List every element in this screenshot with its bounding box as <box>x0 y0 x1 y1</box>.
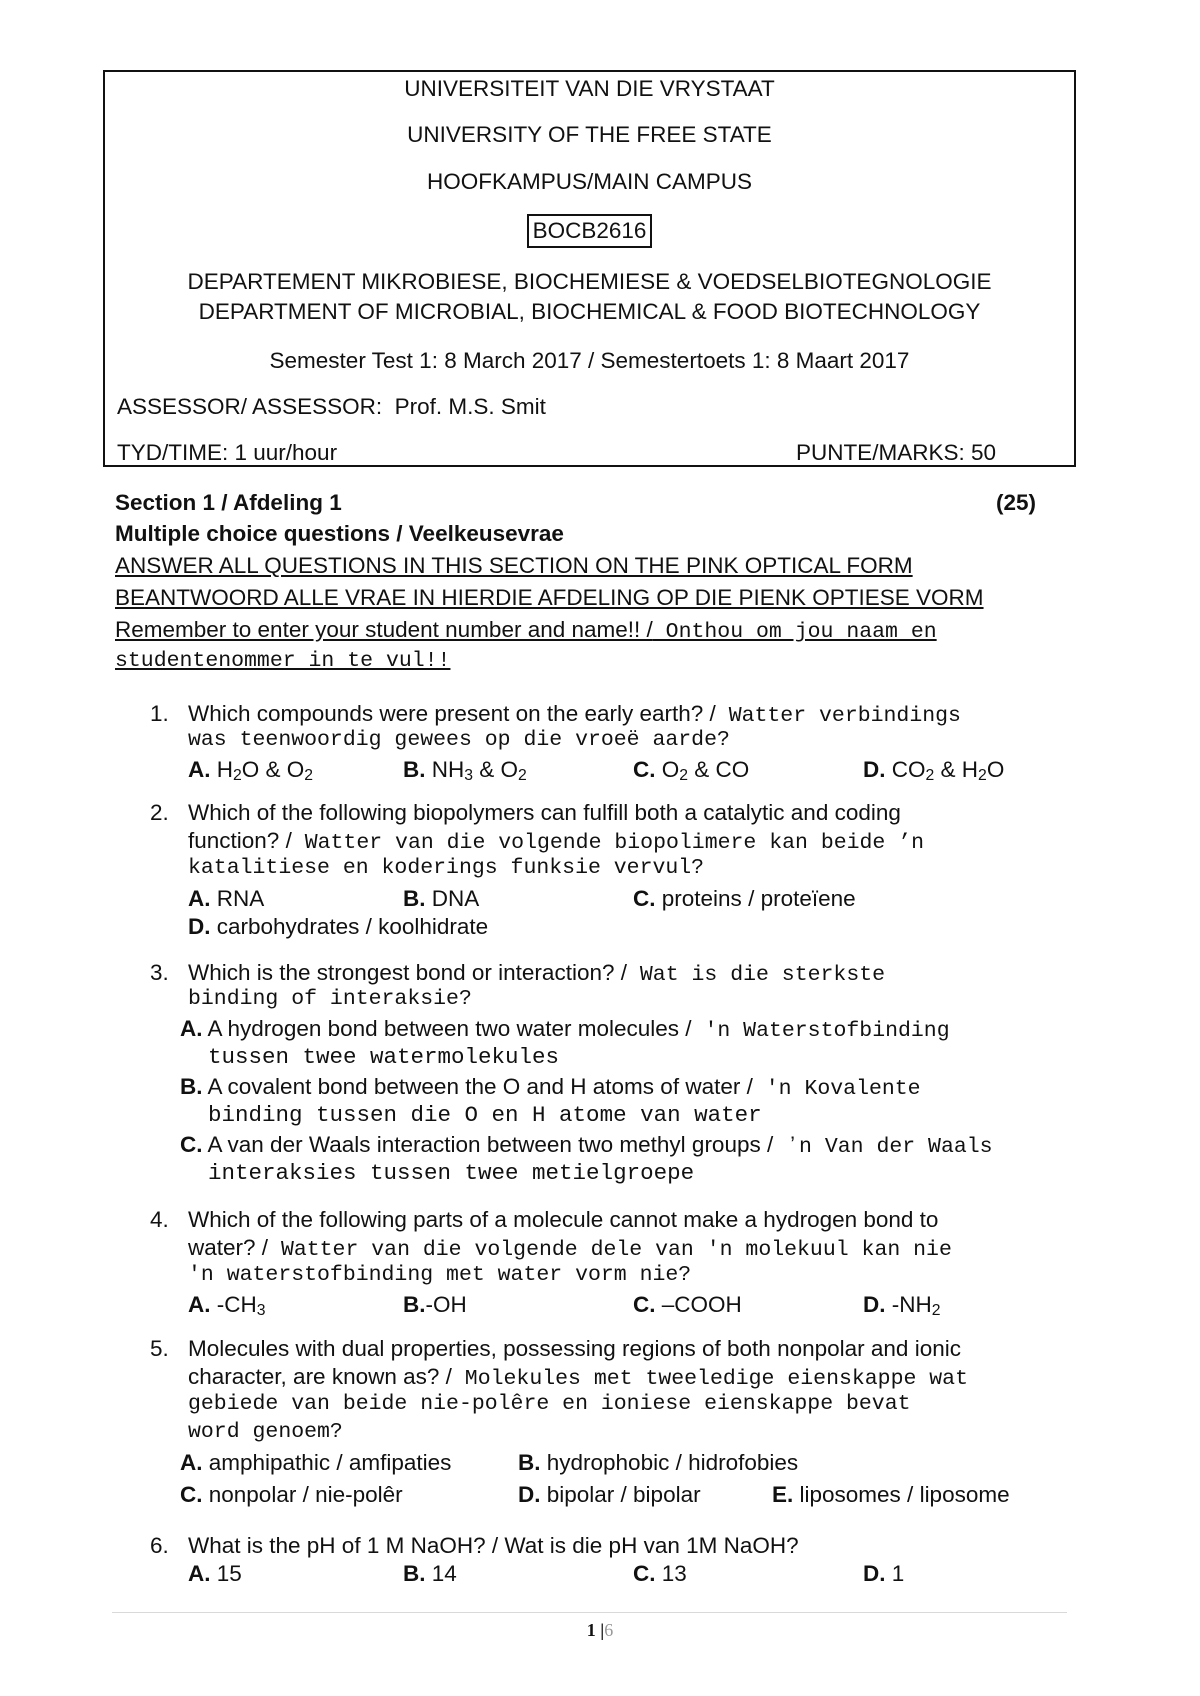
campus: HOOFKAMPUS/MAIN CAMPUS <box>426 169 753 194</box>
remember-af: Onthou om jou naam en <box>652 620 937 644</box>
option-d[interactable]: D. $CO_2$ & $H_2O$ <box>863 757 1005 784</box>
footer-rule <box>112 1612 1067 1613</box>
time-marks-row <box>117 440 996 466</box>
question-text-en: Molecules with dual properties, possessing regions of both nonpolar and ionic <box>188 1336 961 1361</box>
option-c[interactable]: C. nonpolar / nie-polêr <box>180 1482 403 1507</box>
question-text-af: Watter van die volgende biopolimere kan beide ’n <box>291 831 925 855</box>
header-box <box>103 70 1076 467</box>
question-number: 1. <box>150 701 169 726</box>
question-text-af-cont: word genoem? <box>188 1420 343 1444</box>
assessor-name: Prof. M.S. Smit <box>394 394 546 419</box>
option-d[interactable]: D. carbohydrates / koolhidrate <box>188 914 489 939</box>
question-text-en-cont: water? / <box>188 1235 269 1260</box>
question-text-en: Which compounds were present on the early earth? / <box>188 701 716 726</box>
question-text-af: Watter verbindings <box>715 704 961 728</box>
option-a-cont: tussen twee watermolekules <box>208 1044 560 1070</box>
option-a[interactable]: A. 15 <box>188 1561 242 1586</box>
option-a[interactable]: A. amphipathic / amfipaties <box>180 1450 452 1475</box>
question-text-af: Molekules met tweeledige eienskappe wat <box>451 1367 968 1391</box>
marks-label: PUNTE/MARKS: 50 <box>795 440 996 465</box>
question-text-en: Which of the following parts of a molecule cannot make a hydrogen bond to <box>188 1207 939 1232</box>
question-text-af-cont: gebiede van beide nie-polêre en ioniese eienskappe bevat <box>188 1392 911 1416</box>
section-title: Section 1 / Afdeling 1 <box>115 490 342 515</box>
question-text: What is the pH of 1 M NaOH? / Wat is die pH van 1M NaOH? <box>188 1533 799 1558</box>
option-d[interactable]: D. 1 <box>863 1561 905 1586</box>
question-number: 3. <box>150 960 169 985</box>
option-c[interactable]: C. 13 <box>633 1561 687 1586</box>
option-b-cont: binding tussen die O en H atome van water <box>208 1102 762 1128</box>
option-c-cont: interaksies tussen twee metielgroepe <box>208 1160 695 1186</box>
question-text-af-cont: katalitiese en koderings funksie vervul? <box>188 856 705 880</box>
remember-en: Remember to enter your student number and name!! / <box>115 617 653 642</box>
university-en: UNIVERSITY OF THE FREE STATE <box>407 122 772 147</box>
course-code: BOCB2616 <box>527 214 653 248</box>
page-footer <box>0 1620 1200 1641</box>
assessor-label: ASSESSOR/ ASSESSOR: <box>117 394 383 419</box>
department-af: DEPARTEMENT MIKROBIESE, BIOCHEMIESE & VOEDSELBIOTEGNOLOGIE <box>187 269 992 294</box>
question-text-af-cont: was teenwoordig gewees op die vroeë aarde? <box>188 728 730 752</box>
option-c[interactable]: C. –COOH <box>633 1292 742 1317</box>
option-e[interactable]: E. liposomes / liposome <box>772 1482 1010 1507</box>
option-b[interactable]: B. DNA <box>403 886 480 911</box>
question-number: 5. <box>150 1336 169 1361</box>
remember-af-cont: studentenommer in te vul!! <box>115 649 451 673</box>
option-b[interactable]: B. A covalent bond between the O and H atoms of water / 'n Kovalente <box>180 1074 921 1101</box>
option-b[interactable]: B. 14 <box>403 1561 457 1586</box>
question-text-af-cont: 'n waterstofbinding met water vorm nie? <box>188 1263 692 1287</box>
option-c[interactable]: C. proteins / proteïene <box>633 886 856 911</box>
time-label: TYD/TIME: 1 uur/hour <box>117 440 338 465</box>
option-d[interactable]: D. bipolar / bipolar <box>518 1482 701 1507</box>
question-text-af: Wat is die sterkste <box>626 963 886 987</box>
option-a[interactable]: A. A hydrogen bond between two water molecules / 'n Waterstofbinding <box>180 1016 950 1043</box>
remember-line <box>115 617 937 644</box>
page-number: 1 <box>586 1620 596 1640</box>
test-title: Semester Test 1: 8 March 2017 / Semestertoets 1: 8 Maart 2017 <box>269 348 910 373</box>
section-marks: (25) <box>995 490 1036 515</box>
instruction-en: ANSWER ALL QUESTIONS IN THIS SECTION ON THE PINK OPTICAL FORM <box>115 553 913 578</box>
question-number: 4. <box>150 1207 169 1232</box>
question-text-en: Which is the strongest bond or interaction? / <box>188 960 627 985</box>
question-number: 6. <box>150 1533 169 1558</box>
question-text-en: Which of the following biopolymers can fulfill both a catalytic and coding <box>188 800 901 825</box>
question-text-en-cont: character, are known as? / <box>188 1364 452 1389</box>
option-b[interactable]: B. $NH_3$ & $O_2$ <box>403 757 527 784</box>
page-total: 6 <box>604 1620 614 1640</box>
instruction-af: BEANTWOORD ALLE VRAE IN HIERDIE AFDELING OP DIE PIENK OPTIESE VORM <box>115 585 984 610</box>
question-text-af: Watter van die volgende dele van 'n molekuul kan nie <box>268 1238 952 1262</box>
university-af: UNIVERSITEIT VAN DIE VRYSTAAT <box>404 76 775 101</box>
option-c[interactable]: C. A van der Waals interaction between two methyl groups / ʼn Van der Waals <box>180 1132 993 1159</box>
assessor-row <box>117 394 996 420</box>
question-text-af-cont: binding of interaksie? <box>188 987 472 1011</box>
page-separator: | <box>600 1620 605 1640</box>
department-en: DEPARTMENT OF MICROBIAL, BIOCHEMICAL & FOOD BIOTECHNOLOGY <box>198 299 981 324</box>
question-text-en-cont: function? / <box>188 828 292 853</box>
option-a[interactable]: A. RNA <box>188 886 265 911</box>
option-b[interactable]: B. hydrophobic / hidrofobies <box>518 1450 799 1475</box>
section-subtitle: Multiple choice questions / Veelkeusevrae <box>115 521 564 546</box>
question-number: 2. <box>150 800 169 825</box>
option-a[interactable]: A. $H_2O$ & $O_2$ <box>188 757 314 784</box>
option-a[interactable]: A. $-CH_3$ <box>188 1292 266 1319</box>
option-b[interactable]: B.-OH <box>403 1292 467 1317</box>
option-c[interactable]: C. $O_2$ & CO <box>633 757 750 784</box>
option-d[interactable]: D. $-NH_2$ <box>863 1292 941 1319</box>
